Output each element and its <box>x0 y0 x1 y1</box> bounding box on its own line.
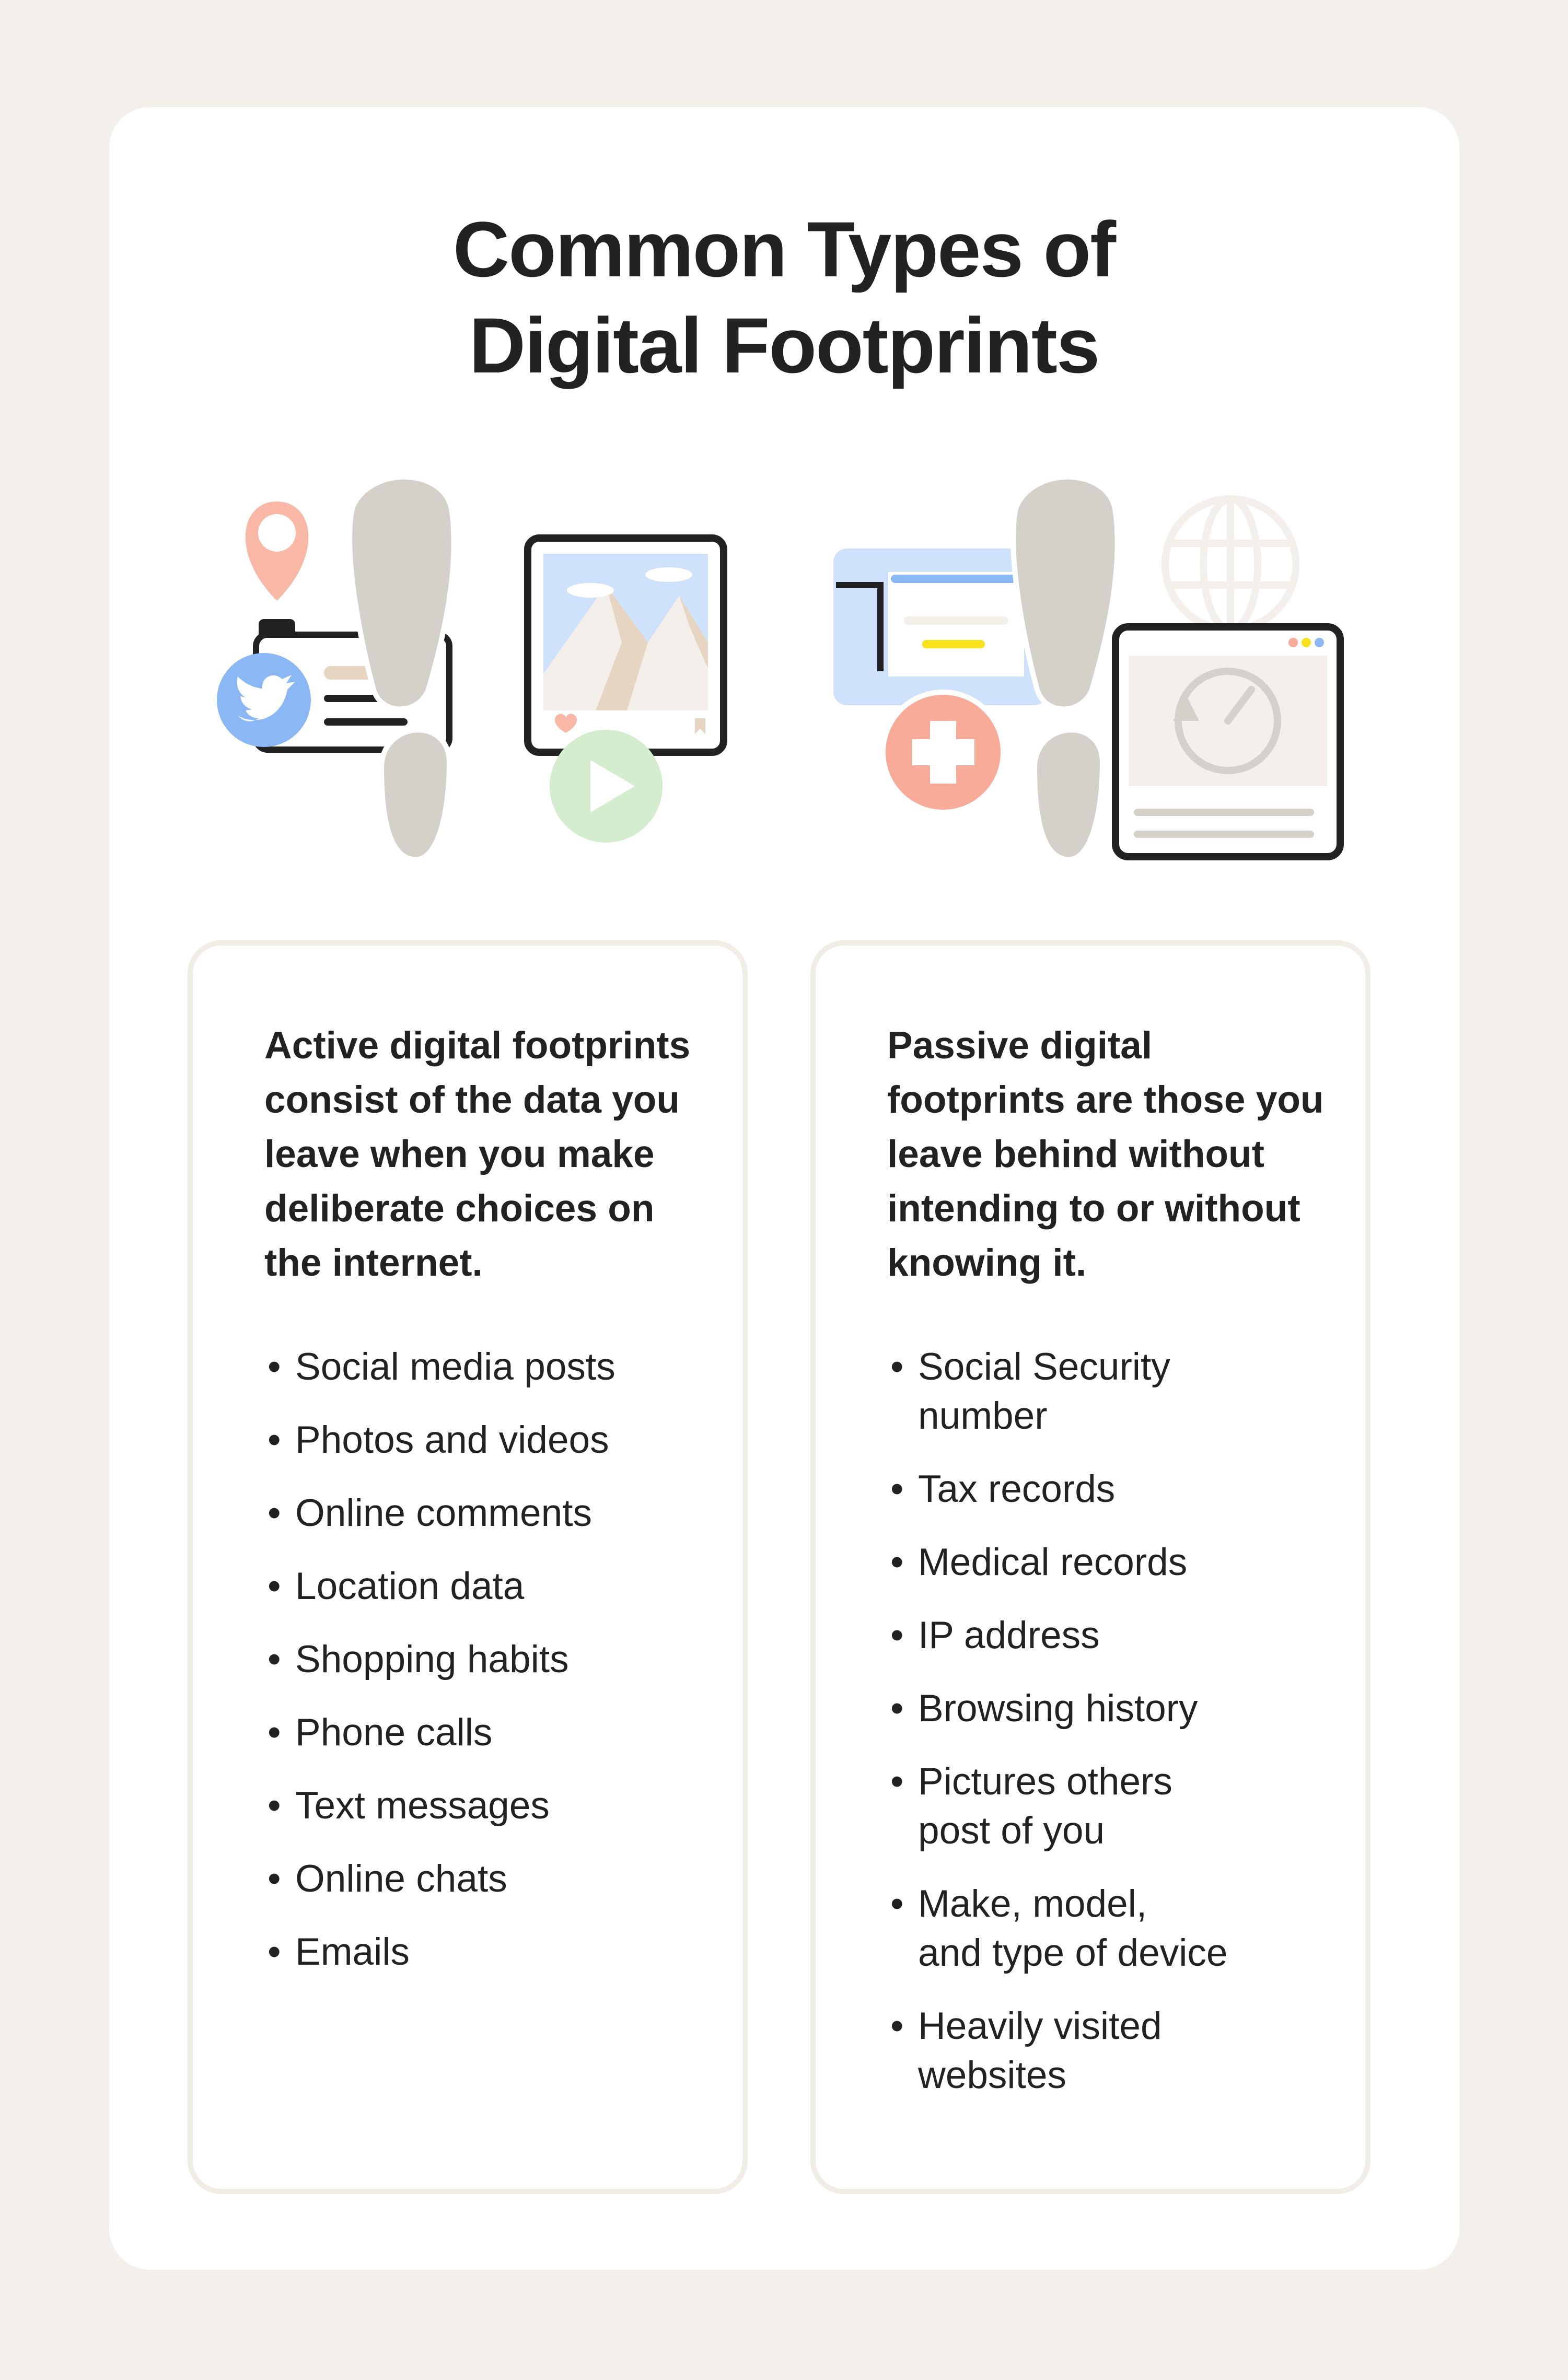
list-item: • Shopping habits <box>264 1635 724 1684</box>
bullet-icon: • <box>268 1711 281 1754</box>
globe-icon <box>1165 499 1296 629</box>
active-footprint-illustration <box>209 470 737 878</box>
list-item: • Online chats <box>264 1854 724 1904</box>
list-item: • Social Security number <box>887 1343 1347 1441</box>
list-item: • Tax records <box>887 1465 1347 1514</box>
bullet-icon: • <box>268 1492 281 1534</box>
list-item: • Phone calls <box>264 1708 724 1757</box>
history-window-icon <box>1116 627 1340 857</box>
active-items-list <box>264 1343 724 2001</box>
list-item: • Pictures others post of you <box>887 1757 1347 1856</box>
list-item: • Medical records <box>887 1538 1347 1587</box>
active-lead: Active digital footprints consist of the data you leave when you make deliberate choices on the internet. <box>264 1024 691 1284</box>
list-item: • IP address <box>887 1611 1347 1660</box>
bullet-icon: • <box>268 1931 281 1973</box>
passive-items-list <box>887 1343 1347 2124</box>
bullet-icon: • <box>890 1760 904 1803</box>
list-item: • Online comments <box>264 1489 724 1538</box>
bullet-icon: • <box>890 1614 904 1656</box>
active-footprints-panel <box>188 940 748 2194</box>
list-item: • Emails <box>264 1928 724 1977</box>
bullet-icon: • <box>890 2005 904 2047</box>
list-item: • Photos and videos <box>264 1416 724 1465</box>
bullet-icon: • <box>268 1346 281 1388</box>
list-item: • Heavily visited websites <box>887 2002 1347 2100</box>
list-item: • Text messages <box>264 1781 724 1830</box>
bullet-icon: • <box>890 1541 904 1583</box>
bullet-icon: • <box>268 1784 281 1827</box>
bullet-icon: • <box>268 1419 281 1461</box>
passive-footprint-illustration <box>826 470 1353 878</box>
bullet-icon: • <box>890 1346 904 1388</box>
title-line-2: Digital Footprints <box>469 301 1099 389</box>
passive-lead: Passive digital footprints are those you leave behind without intending to or without knowing it. <box>887 1024 1324 1284</box>
bullet-icon: • <box>890 1883 904 1925</box>
bullet-icon: • <box>268 1638 281 1681</box>
list-item: • Make, model, and type of device <box>887 1880 1347 1978</box>
twitter-bird-icon <box>217 653 311 747</box>
bullet-icon: • <box>268 1565 281 1607</box>
medical-cross-icon <box>883 692 1003 812</box>
bullet-icon: • <box>890 1468 904 1510</box>
page-title <box>0 201 1568 393</box>
play-button-icon <box>550 730 663 843</box>
list-item: • Browsing history <box>887 1684 1347 1733</box>
bullet-icon: • <box>890 1687 904 1730</box>
bullet-icon: • <box>268 1858 281 1900</box>
location-pin-icon <box>246 501 308 601</box>
passive-footprints-panel <box>810 940 1370 2194</box>
list-item: • Social media posts <box>264 1343 724 1392</box>
list-item: • Location data <box>264 1562 724 1611</box>
title-line-1: Common Types of <box>452 205 1116 293</box>
